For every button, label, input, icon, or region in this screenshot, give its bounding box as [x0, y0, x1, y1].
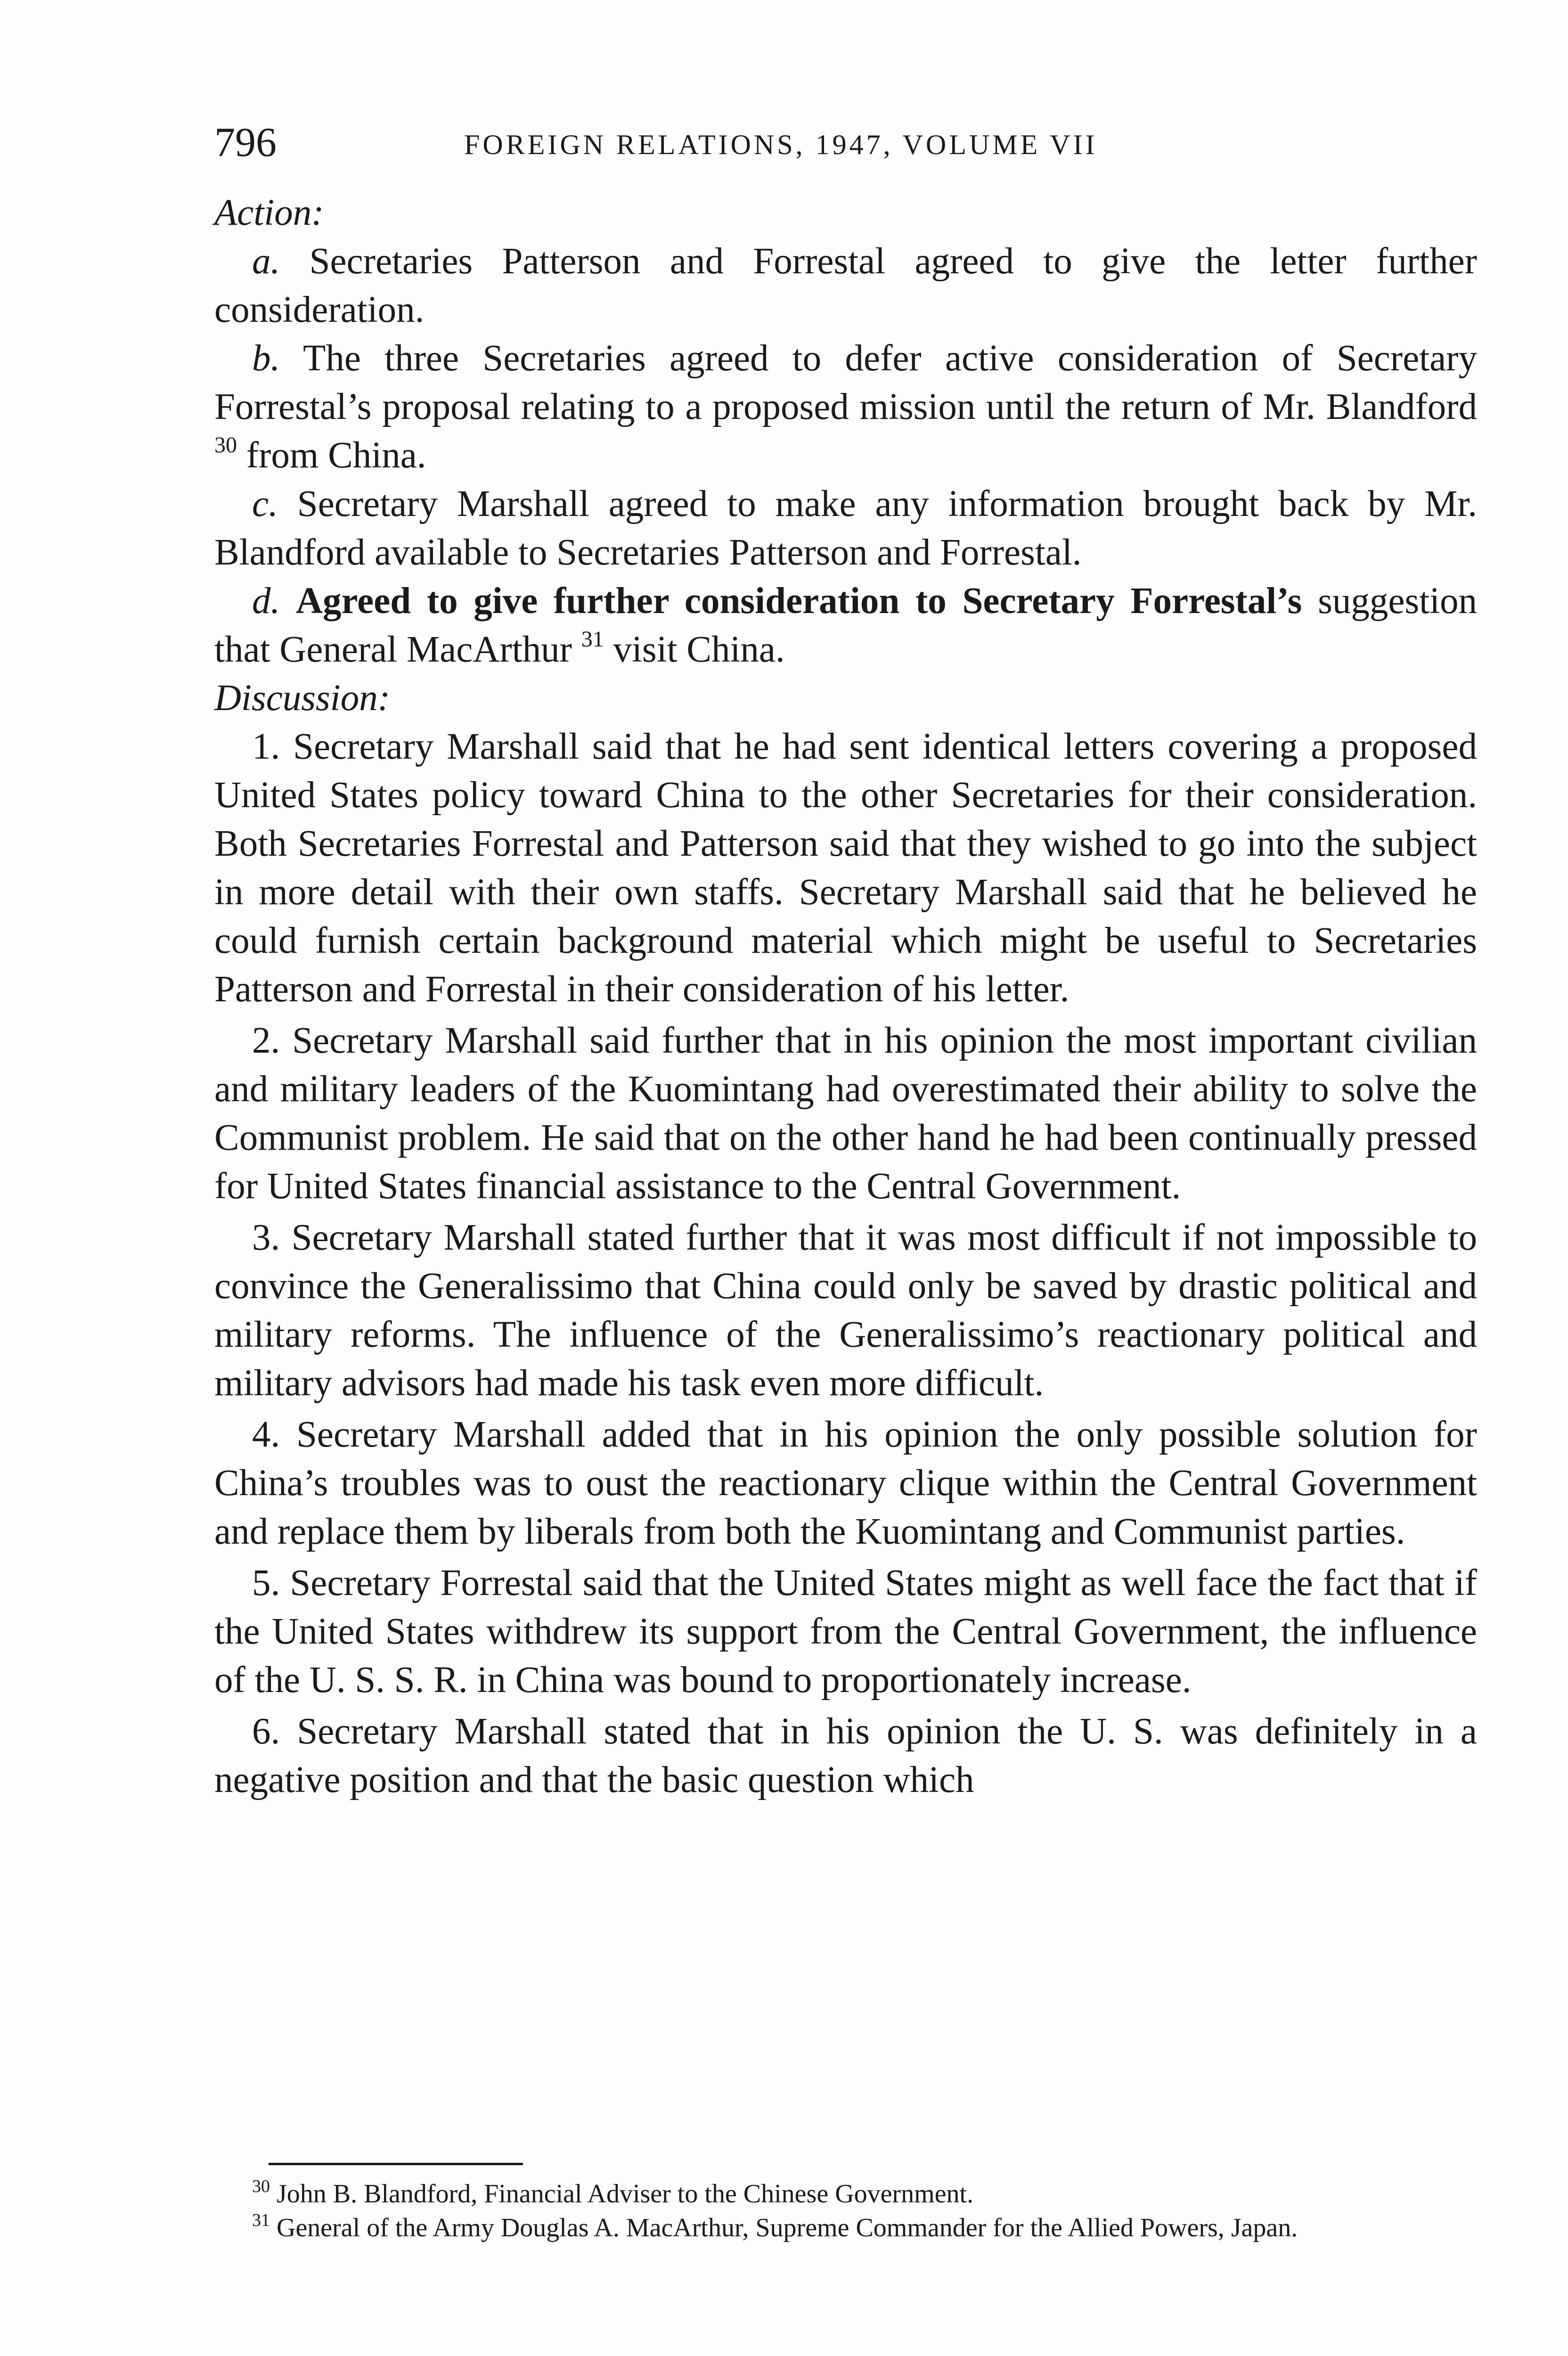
page-header: [214, 117, 1477, 169]
action-item-b: [214, 334, 1477, 480]
action-a-text: Secretaries Patterson and Forrestal agreed to give the letter further consideration.: [214, 241, 1478, 330]
discussion-item-1: 1. Secretary Marshall said that he had sent identical letters covering a proposed United States policy toward China to the other Secretaries for their consideration. Both Secretaries Forrestal and Patterson said that they wished to go into the subject in more detail with their own staffs. Secretary Marshall said that he believed he could furnish certain background material which might be useful to Secretaries Patterson and Forrestal in their consideration of his letter.: [214, 726, 1477, 1010]
discussion-heading: Discussion:: [214, 678, 391, 719]
discussion-item-4: 4. Secretary Marshall added that in his opinion the only possible solution for China’s troubles was to oust the reactionary clique within the Central Government and replace them by liberals from both the Kuomintang and Communist parties.: [214, 1414, 1477, 1552]
discussion-item-6: 6. Secretary Marshall stated that in his opinion the U. S. was definitely in a negative position and that the basic question which: [214, 1711, 1477, 1800]
action-c-label: c.: [252, 483, 278, 524]
discussion-item-5: 5. Secretary Forrestal said that the United States might as well face the fact that if the United States withdrew its support from the Central Government, the influence of the U. S. S. R. in China was bound to proportionately increase.: [214, 1562, 1477, 1701]
discussion-item-2: 2. Secretary Marshall said further that in his opinion the most important civilian and military leaders of the Kuomintang had overestimated their ability to solve the Communist problem. He said that on the other hand he had been continually pressed for United States financial assistance to the Central Government.: [214, 1020, 1477, 1207]
footnotes: [214, 2177, 1477, 2245]
action-d-text: suggestion that General MacArthur: [214, 581, 1478, 670]
footnote-text: General of the Army Douglas A. MacArthur, Supreme Commander for the Allied Powers, Japan.: [277, 2213, 1298, 2242]
action-b-text-end: from China.: [246, 435, 426, 476]
page-number: 796: [214, 120, 277, 165]
footnote-text: John B. Blandford, Financial Adviser to the Chinese Government.: [277, 2179, 974, 2209]
footnote-30: [214, 2177, 1477, 2211]
action-c-text: Secretary Marshall agreed to make any information brought back by Mr. Blandford available to Secretaries Patterson and Forrestal.: [214, 483, 1478, 573]
footnote-31: [214, 2211, 1477, 2245]
page-body: [214, 188, 1477, 1804]
action-item-d: [214, 577, 1477, 674]
footnote-rule: [269, 2163, 523, 2165]
action-item-a: [214, 237, 1477, 334]
action-heading: Action:: [214, 192, 324, 233]
footnote-mark: 31: [252, 2210, 270, 2230]
action-item-c: [214, 480, 1477, 577]
discussion-item-3: 3. Secretary Marshall stated further that it was most difficult if not impossible to convince the Generalissimo that China could only be saved by drastic political and military reforms. The influence of the Generalissimo’s reactionary political and military advisors had made his task even more difficult.: [214, 1217, 1477, 1404]
action-d-text-bold: Agreed to give further consideration to Secretary Forrestal’s: [295, 581, 1302, 622]
footnote-ref-31: 31: [581, 627, 604, 652]
running-head: FOREIGN RELATIONS, 1947, VOLUME VII: [464, 129, 1098, 160]
action-d-label: d.: [252, 581, 280, 622]
footnote-ref-30: 30: [214, 433, 237, 458]
action-a-label: a.: [252, 241, 280, 282]
action-b-label: b.: [252, 338, 280, 379]
action-d-text-end: visit China.: [613, 629, 785, 670]
footnote-mark: 30: [252, 2176, 270, 2196]
action-b-text: The three Secretaries agreed to defer active consideration of Secretary Forrestal’s proposal relating to a proposed mission until the return of Mr. Blandford: [214, 338, 1477, 427]
